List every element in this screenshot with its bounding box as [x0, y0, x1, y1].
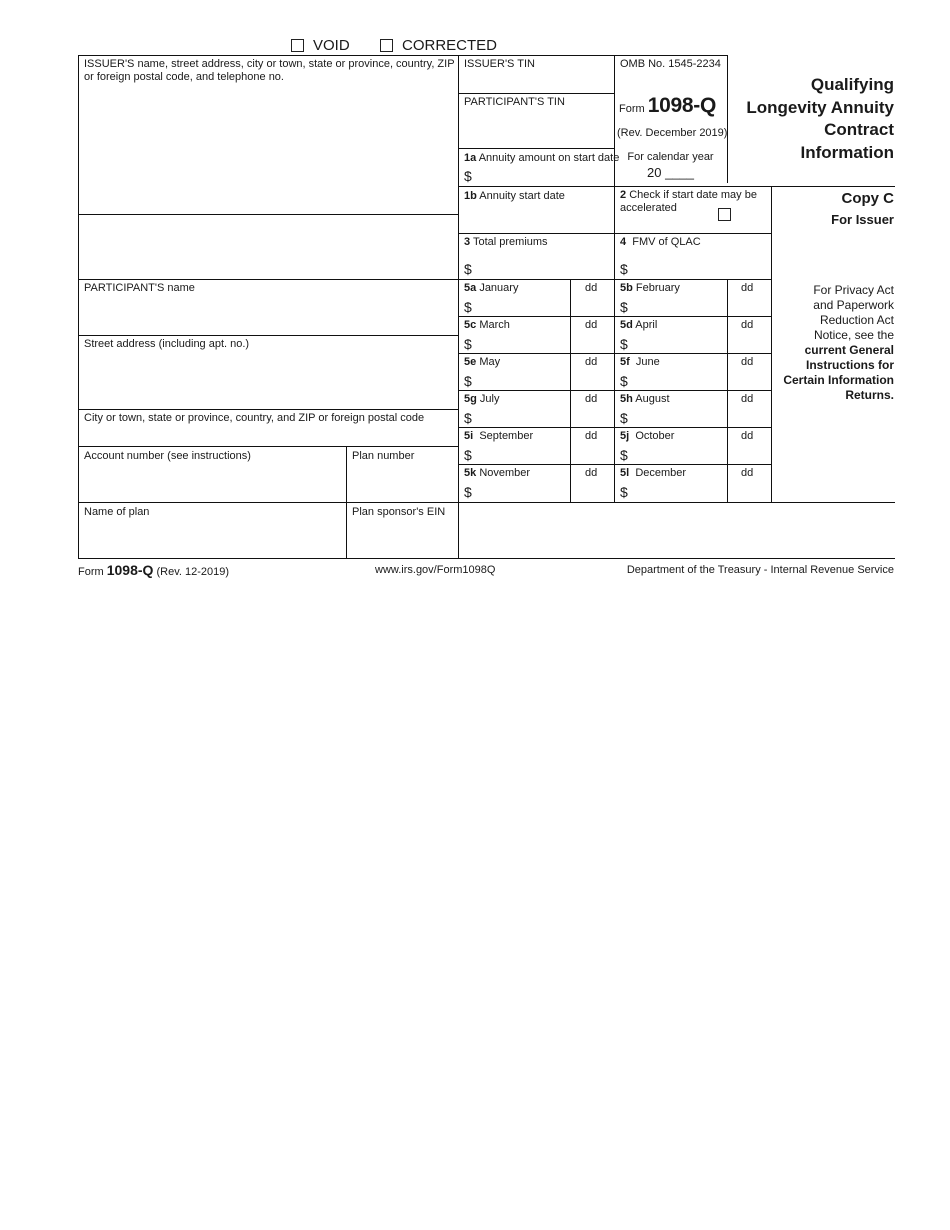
month-box-number: 5e: [464, 356, 477, 368]
month-box-number: 5f: [620, 356, 630, 368]
void-checkbox[interactable]: [291, 39, 304, 52]
corrected-checkbox[interactable]: [380, 39, 393, 52]
box-4-dollar: $: [620, 261, 628, 277]
title-line-4: Information: [800, 142, 894, 162]
copy-title: Copy C: [841, 190, 894, 207]
month-label: [464, 467, 530, 480]
box-4-field[interactable]: [632, 258, 768, 277]
box-1b-text: Annuity start date: [479, 190, 565, 202]
street-address-label: Street address (including apt. no.): [84, 338, 250, 350]
month-dollar: $: [620, 336, 628, 352]
sponsor-ein-field[interactable]: [348, 520, 456, 556]
box-4-text: FMV of QLAC: [632, 236, 701, 248]
box-1a-text: Annuity amount on start date: [478, 152, 620, 164]
month-name: January: [479, 282, 519, 294]
month-dollar: $: [464, 484, 472, 500]
month-dollar: $: [620, 447, 628, 463]
participant-name-field[interactable]: [80, 296, 456, 333]
omb-number: OMB No. 1545-2234: [620, 58, 721, 70]
plan-number-field[interactable]: [348, 464, 456, 500]
void-label: VOID: [313, 37, 350, 54]
box-4-number: 4: [620, 236, 627, 248]
month-label: [464, 356, 500, 369]
dd-label: dd: [741, 467, 754, 479]
month-field-5l[interactable]: [632, 482, 724, 499]
plan-name-label: Name of plan: [84, 506, 150, 518]
month-label: [620, 356, 660, 369]
calendar-year-field[interactable]: 20 ____: [647, 165, 694, 180]
month-box-number: 5h: [620, 393, 633, 405]
account-number-field[interactable]: [80, 464, 344, 500]
privacy-line-8: Returns.: [845, 388, 894, 402]
footer-revision: (Rev. 12-2019): [156, 566, 230, 578]
privacy-line-6: Instructions for: [805, 358, 894, 372]
month-name: October: [635, 430, 675, 442]
month-field-5e[interactable]: [476, 371, 568, 388]
month-field-5a[interactable]: [476, 297, 568, 314]
box-3-text: Total premiums: [472, 236, 548, 248]
form-id: [619, 94, 716, 118]
box-1b-field[interactable]: [460, 205, 612, 231]
city-field[interactable]: [80, 426, 456, 444]
privacy-line-4: Notice, see the: [813, 328, 894, 342]
month-dollar: $: [464, 447, 472, 463]
month-field-5g[interactable]: [476, 408, 568, 425]
dd-label: dd: [741, 319, 754, 331]
participant-tin-field[interactable]: [460, 110, 612, 146]
box-2-text: Check if start date may be accelerated: [620, 189, 757, 214]
dd-label: dd: [585, 467, 598, 479]
copy-subtitle: For Issuer: [831, 212, 894, 227]
month-label: [464, 430, 533, 443]
month-box-number: 5b: [620, 282, 633, 294]
month-field-5b[interactable]: [632, 297, 724, 314]
issuer-name-label: ISSUER'S name, street address, city or town, state or province, country, ZIP or foreign postal code, and telephone no.: [84, 58, 455, 83]
privacy-line-5: current General: [804, 343, 894, 357]
dd-label: dd: [741, 356, 754, 368]
privacy-line-7: Certain Information: [783, 373, 894, 387]
month-name: December: [635, 467, 687, 479]
month-box-number: 5i: [464, 430, 474, 442]
dd-label: dd: [741, 430, 754, 442]
calendar-year-label: For calendar year: [627, 151, 714, 163]
box-2-label: [620, 189, 760, 215]
month-box-number: 5l: [620, 467, 630, 479]
month-field-5j[interactable]: [632, 445, 724, 462]
month-label: [620, 467, 686, 480]
sponsor-ein-label: Plan sponsor's EIN: [352, 506, 446, 518]
month-name: March: [479, 319, 510, 331]
title-line-2: Longevity Annuity: [746, 97, 894, 117]
box-3-number: 3: [464, 236, 471, 248]
month-name: November: [479, 467, 531, 479]
privacy-line-1: For Privacy Act: [813, 283, 894, 297]
dd-label: dd: [585, 282, 598, 294]
month-dollar: $: [464, 373, 472, 389]
month-label: [464, 282, 518, 295]
month-dollar: $: [464, 299, 472, 315]
participant-tin-label: PARTICIPANT'S TIN: [464, 96, 565, 108]
street-address-field[interactable]: [80, 352, 456, 407]
footer-form-id: [78, 562, 229, 578]
form-revision: (Rev. December 2019): [617, 127, 728, 139]
box-2-checkbox[interactable]: [718, 208, 731, 221]
month-box-number: 5g: [464, 393, 477, 405]
box-1a-dollar: $: [464, 168, 472, 184]
issuer-tin-field[interactable]: [460, 72, 612, 92]
month-field-5f[interactable]: [632, 371, 724, 388]
issuer-name-field[interactable]: [80, 88, 456, 212]
month-label: [620, 282, 680, 295]
month-name: May: [479, 356, 501, 368]
month-name: September: [479, 430, 534, 442]
month-name: February: [635, 282, 680, 294]
month-dollar: $: [620, 484, 628, 500]
issuer-tin-label: ISSUER'S TIN: [464, 58, 535, 70]
plan-name-field[interactable]: [80, 520, 344, 556]
participant-name-label: PARTICIPANT'S name: [84, 282, 195, 294]
month-dollar: $: [464, 410, 472, 426]
dd-label: dd: [585, 430, 598, 442]
month-dollar: $: [620, 373, 628, 389]
form-title: [746, 74, 894, 164]
month-dollar: $: [464, 336, 472, 352]
month-field-5c[interactable]: [476, 334, 568, 351]
form-number: 1098-Q: [647, 94, 716, 117]
footer-form-number: 1098-Q: [106, 562, 154, 578]
dd-label: dd: [585, 393, 598, 405]
box-1b-number: 1b: [464, 190, 477, 202]
issuer-extra-field[interactable]: [80, 216, 456, 277]
dd-label: dd: [741, 282, 754, 294]
corrected-label: CORRECTED: [402, 37, 498, 54]
city-label: City or town, state or province, country, and ZIP or foreign postal code: [84, 412, 425, 424]
title-line-3: Contract: [824, 120, 894, 139]
month-box-number: 5d: [620, 319, 633, 331]
box-3-field[interactable]: [476, 258, 612, 277]
plan-number-label: Plan number: [352, 450, 415, 462]
month-box-number: 5j: [620, 430, 630, 442]
month-box-number: 5a: [464, 282, 477, 294]
month-name: April: [635, 319, 658, 331]
privacy-line-2: and Paperwork: [813, 298, 894, 312]
box-4-label: [620, 236, 701, 249]
box-3-dollar: $: [464, 261, 472, 277]
month-field-5k[interactable]: [476, 482, 568, 499]
dd-label: dd: [741, 393, 754, 405]
footer-url: www.irs.gov/Form1098Q: [375, 564, 496, 576]
month-label: [620, 319, 657, 332]
month-name: July: [479, 393, 500, 405]
month-name: August: [635, 393, 670, 405]
box-2-number: 2: [620, 189, 627, 201]
month-field-5h[interactable]: [632, 408, 724, 425]
month-box-number: 5c: [464, 319, 477, 331]
month-box-number: 5k: [464, 467, 477, 479]
box-1b-label: [464, 190, 565, 203]
box-3-label: [464, 236, 548, 249]
month-field-5i[interactable]: [476, 445, 568, 462]
form-word: Form: [619, 103, 645, 115]
month-label: [620, 430, 674, 443]
month-name: June: [635, 356, 660, 368]
dd-label: dd: [585, 356, 598, 368]
box-1a-label: [464, 152, 619, 165]
privacy-notice: [783, 283, 894, 403]
title-line-1: Qualifying: [810, 75, 894, 94]
dd-label: dd: [585, 319, 598, 331]
box-1a-number: 1a: [464, 152, 477, 164]
month-dollar: $: [620, 299, 628, 315]
month-label: [464, 393, 499, 406]
month-label: [620, 393, 670, 406]
month-dollar: $: [620, 410, 628, 426]
account-number-label: Account number (see instructions): [84, 450, 251, 462]
footer-department: Department of the Treasury - Internal Revenue Service: [626, 564, 894, 576]
box-1a-field[interactable]: [476, 166, 612, 184]
footer-form-word: Form: [78, 566, 104, 578]
month-field-5d[interactable]: [632, 334, 724, 351]
privacy-line-3: Reduction Act: [819, 313, 894, 327]
month-label: [464, 319, 510, 332]
